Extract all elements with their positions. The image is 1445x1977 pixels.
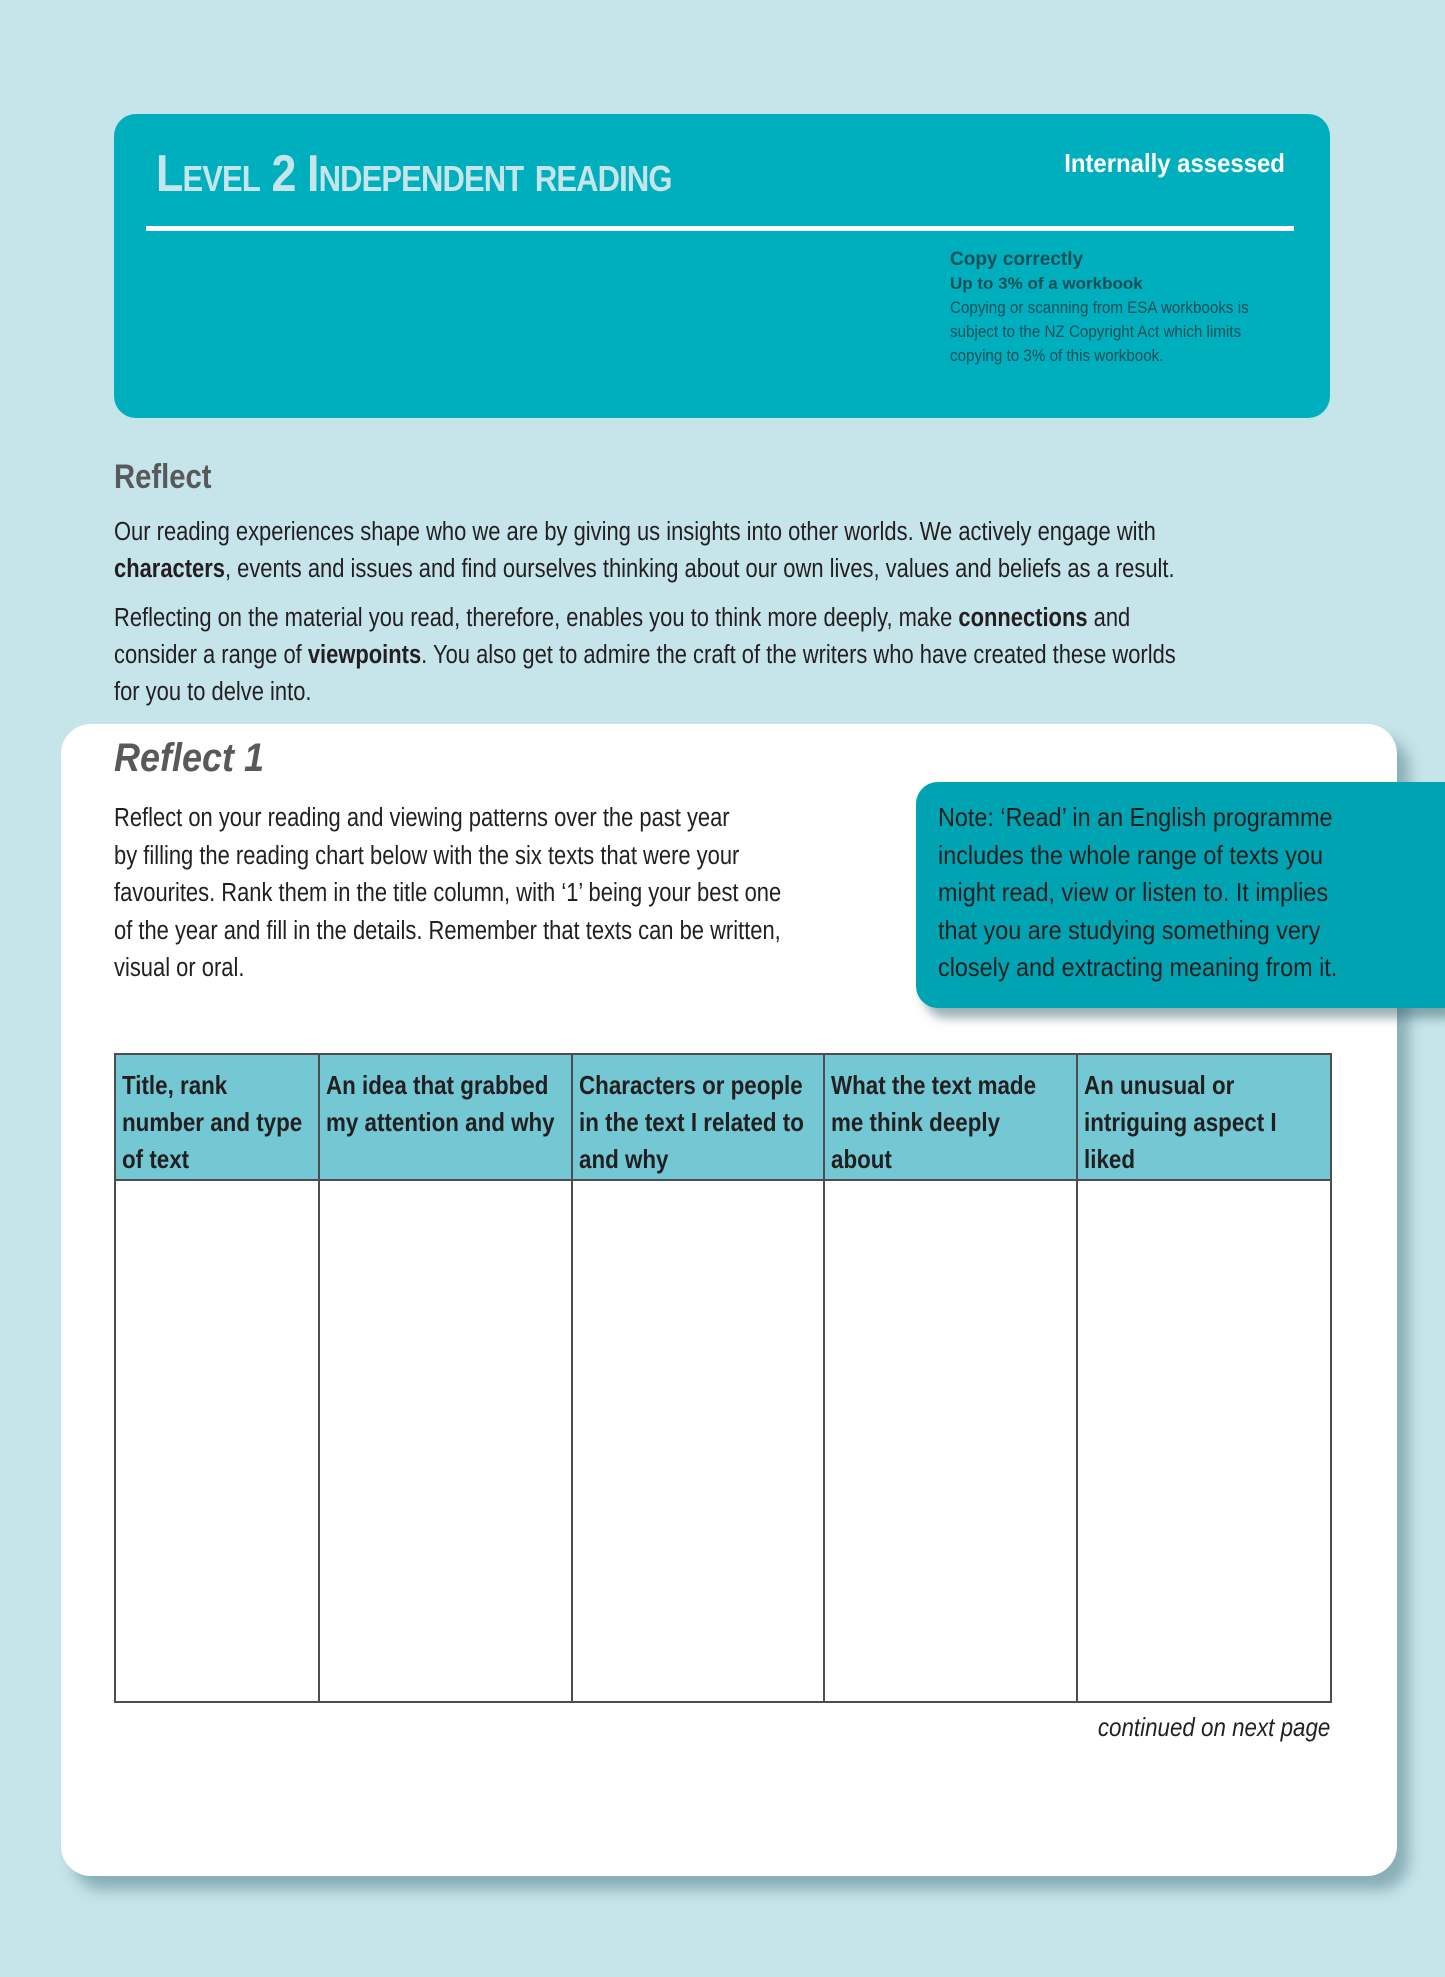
note-line: closely and extracting meaning from it. [938,952,1338,982]
column-header [115,1054,319,1180]
copy-notice-line: Copying or scanning from ESA workbooks is [950,299,1249,317]
instruction-line: visual or oral. [114,954,245,982]
column-header [319,1054,572,1180]
note-line: includes the whole range of texts you [938,839,1324,870]
intro-text: . You also get to admire the craft of the writers who have created these worlds for you to delve into. [114,641,1176,706]
table-header-row [115,1054,1331,1180]
note-text [938,799,1388,987]
continued-note: continued on next page [1097,1712,1330,1742]
column-header-text: Characters or people in the text I related to and why [579,1070,804,1174]
table-cell-title[interactable] [115,1180,319,1702]
keyword-viewpoints: viewpoints [307,641,422,669]
intro-text: Reflecting on the material you read, therefore, enables you to think more deeply, make [114,604,959,632]
copy-notice-heading: Copy correctly [950,249,1084,270]
intro-text: , events and issues and find ourselves thinking about our own lives, values and beliefs as a result. [224,555,1175,583]
intro-paragraph-1 [114,514,1189,588]
column-header-text: An unusual or intriguing aspect I liked [1084,1070,1277,1174]
column-header [1077,1054,1331,1180]
instruction-line: of the year and fill in the details. Remember that texts can be written, [114,916,781,945]
column-header-text: Title, rank number and type of text [122,1070,303,1174]
table-cell-think-about[interactable] [824,1180,1077,1702]
instruction-line: favourites. Rank them in the title column, with ‘1’ being your best one [114,879,782,907]
copy-notice-line: copying to 3% of this workbook. [950,347,1164,365]
column-header-text: An idea that grabbed my attention and why [326,1070,555,1137]
intro-text: and consider a range of [114,604,1131,669]
keyword-connections: connections [958,604,1088,632]
note-box [916,782,1445,1008]
assessment-label: Internally assessed [1064,148,1285,178]
note-line: that you are studying something very [938,914,1321,945]
column-header [572,1054,824,1180]
reading-chart-table [114,1053,1332,1703]
copy-notice [950,248,1290,368]
reflect-heading: Reflect [114,458,212,496]
title-divider [146,226,1294,231]
instruction-line: by filling the reading chart below with the six texts that were your [114,841,740,870]
table-cell-aspect[interactable] [1077,1180,1331,1702]
note-line: might read, view or listen to. It implies [938,877,1329,907]
page-title: Level 2 Independent reading [156,145,672,203]
copy-notice-line: subject to the NZ Copyright Act which limits [950,323,1242,341]
keyword-characters: characters [114,555,225,583]
copy-notice-subheading: Up to 3% of a workbook [950,274,1143,293]
note-line: Note: ‘Read’ in an English programme [938,802,1333,832]
table-row [115,1180,1331,1702]
instruction-line: Reflect on your reading and viewing patterns over the past year [114,804,730,832]
activity-instructions [114,800,871,988]
activity-title: Reflect 1 [114,736,265,780]
intro-text: Our reading experiences shape who we are by giving us insights into other worlds. We actively engage with [114,518,1156,546]
column-header [824,1054,1077,1180]
table-cell-idea[interactable] [319,1180,572,1702]
table-cell-characters[interactable] [572,1180,824,1702]
header-banner [114,114,1330,418]
intro-paragraph-2 [114,600,1189,711]
column-header-text: What the text made me think deeply about [831,1070,1037,1174]
